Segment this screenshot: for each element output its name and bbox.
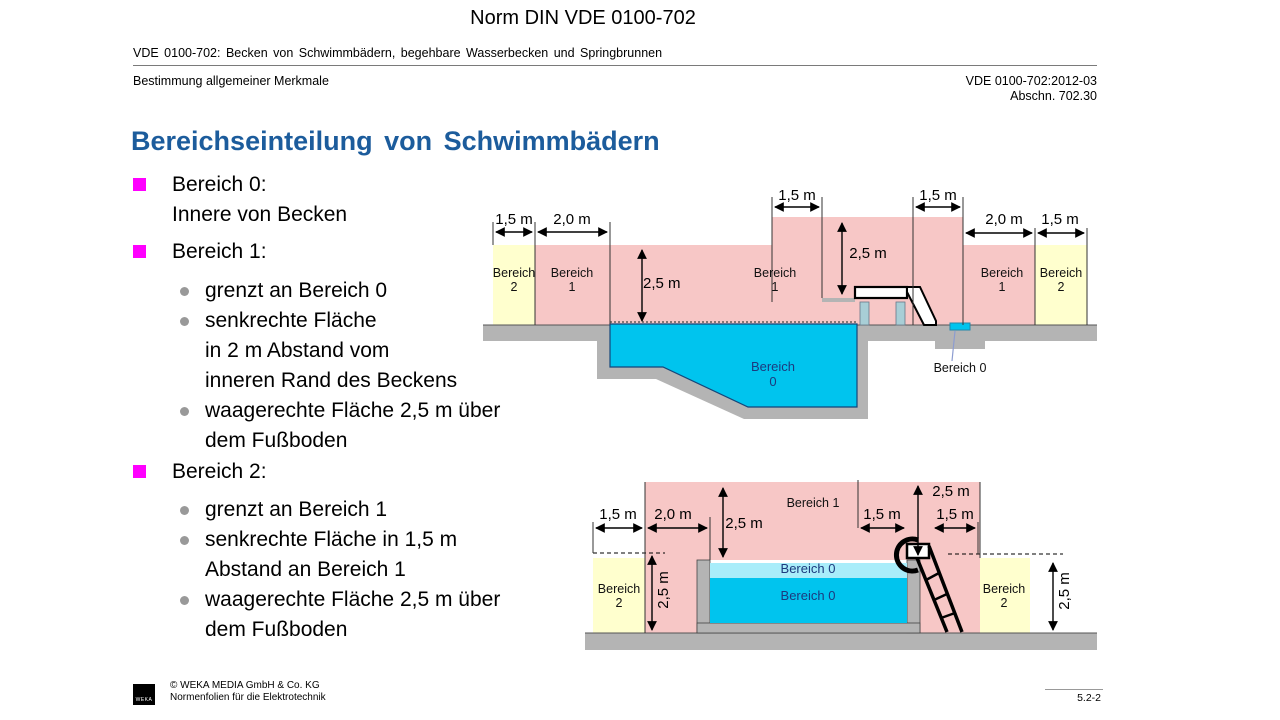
zone-label-text: Bereich (492, 266, 536, 280)
pool-bottom (697, 623, 920, 633)
sub-bullet-dot-icon (180, 287, 189, 296)
bullet-text: Abstand an Bereich 1 (205, 558, 406, 581)
bullet-text: Bereich 1: (172, 240, 267, 263)
zone2-right-label (1033, 267, 1089, 294)
bullet-text: grenzt an Bereich 1 (205, 498, 388, 521)
bullet-square-icon (133, 178, 146, 191)
bullet-square-icon (133, 465, 146, 478)
zone0-pool-label (745, 359, 801, 389)
footer-copyright-line2: Normenfolien für die Elektrotechnik (170, 692, 326, 703)
zone-label-text: Bereich (1039, 266, 1083, 280)
bullet-text: Innere von Becken (172, 203, 348, 226)
bullet-text: in 2 m Abstand vom (205, 339, 390, 362)
bullet-text: waagerechte Fläche 2,5 m über (205, 588, 501, 611)
dim-label: 1,5 m (495, 211, 533, 228)
zone-label-text: 2 (615, 595, 623, 610)
bullet-text: dem Fußboden (205, 429, 348, 452)
zone-label-text: 2 (1000, 595, 1008, 610)
sub-bullet-item (133, 525, 613, 555)
dim-label: 2,5 m (849, 245, 887, 262)
page-number: 5.2-2 (1077, 692, 1101, 704)
weka-logo: WEKA (133, 684, 155, 705)
bullet-text: Bereich 0: (172, 173, 267, 196)
zone1-label: Bereich 1 (786, 496, 840, 510)
bullet-continuation (133, 615, 613, 645)
zone-label-text: Bereich (550, 266, 594, 280)
dim-label: 1,5 m (936, 506, 974, 523)
bullet-text: dem Fußboden (205, 618, 348, 641)
header-section-ref: Abschn. 702.30 (1010, 89, 1097, 103)
sub-bullet-dot-icon (180, 596, 189, 605)
sub-bullet-dot-icon (180, 317, 189, 326)
zone1-right-label (974, 267, 1030, 294)
zone-label-text: 0 (769, 374, 777, 389)
bullet-text: senkrechte Fläche (205, 309, 377, 332)
sub-bullet-dot-icon (180, 536, 189, 545)
diagram-pool-aboveground (585, 470, 1100, 660)
bullet-item (133, 457, 613, 487)
page-title: Bereichseinteilung von Schwimmbädern (131, 126, 660, 156)
zone-label-text: Bereich (597, 582, 641, 596)
zone-label-text: Bereich (980, 266, 1024, 280)
bullet-text: senkrechte Fläche in 1,5 m (205, 528, 458, 551)
sub-bullet-dot-icon (180, 407, 189, 416)
zone0-deep-label: Bereich 0 (780, 588, 836, 603)
bullet-continuation (133, 555, 613, 585)
sub-bullet-item (133, 495, 613, 525)
dim-label-rotated: 2,5 m (655, 571, 672, 609)
header-standard-ref: VDE 0100-702:2012-03 (965, 74, 1097, 88)
zone-label-text: 1 (771, 279, 779, 294)
bullet-square-icon (133, 245, 146, 258)
bullet-text: inneren Rand des Beckens (205, 369, 458, 392)
zone-label-text: 2 (1057, 279, 1065, 294)
block-leg-left (860, 302, 869, 325)
floor-basin-small (950, 323, 970, 330)
dim-label: 2,0 m (985, 211, 1023, 228)
dim-label: 2,0 m (654, 506, 692, 523)
ground (585, 633, 1097, 650)
sub-bullet-dot-icon (180, 506, 189, 515)
slide-title: Norm DIN VDE 0100-702 (470, 7, 696, 29)
dim-label: 1,5 m (599, 506, 637, 523)
zone2-left-label (490, 267, 538, 294)
dim-label: 1,5 m (1041, 211, 1079, 228)
zone0-floor-label: Bereich 0 (933, 361, 987, 375)
starting-block (855, 287, 907, 298)
bullet-text: grenzt an Bereich 0 (205, 279, 388, 302)
block-leg-right (896, 302, 905, 325)
footer-copyright-line1: © WEKA MEDIA GmbH & Co. KG (170, 680, 320, 691)
header-left-text: Bestimmung allgemeiner Merkmale (133, 74, 329, 88)
sub-bullet-item (133, 585, 613, 615)
diagram-pool-inground (483, 180, 1103, 450)
floor-notch (935, 340, 985, 349)
dim-label-rotated: 2,5 m (1056, 572, 1073, 610)
zone-label-text: 1 (568, 279, 576, 294)
zone2-right-label (976, 583, 1032, 610)
pool-water (610, 324, 857, 407)
dim-label: 1,5 m (863, 506, 901, 523)
zone2-left-label (592, 583, 646, 610)
zone-label-text: Bereich (982, 582, 1026, 596)
zone-label-text: Bereich (750, 359, 796, 374)
dim-label: 1,5 m (778, 187, 816, 204)
zone-label-text: 2 (510, 279, 518, 294)
dim-label: 2,5 m (643, 275, 681, 292)
zone1-left-label (544, 267, 600, 294)
header-subject: VDE 0100-702: Becken von Schwimmbädern, begehbare Wasserbecken und Springbrunnen (133, 46, 663, 60)
pool-wall-left (697, 560, 710, 633)
bullet-text: waagerechte Fläche 2,5 m über (205, 399, 501, 422)
dim-label: 2,5 m (725, 515, 763, 532)
zone1-mid-label (747, 267, 803, 294)
zone-label-text: 1 (998, 279, 1006, 294)
zone-label-text: Bereich (753, 266, 797, 280)
footer-copyright (170, 680, 326, 704)
dim-label: 2,0 m (553, 211, 591, 228)
dim-label: 1,5 m (919, 187, 957, 204)
header-divider (133, 65, 1097, 66)
platform-deck (822, 298, 855, 302)
bullet-text: Bereich 2: (172, 460, 267, 483)
dim-label: 2,5 m (932, 483, 970, 500)
page-number-rule (1045, 689, 1103, 690)
zone0-surface-label: Bereich 0 (780, 561, 836, 576)
